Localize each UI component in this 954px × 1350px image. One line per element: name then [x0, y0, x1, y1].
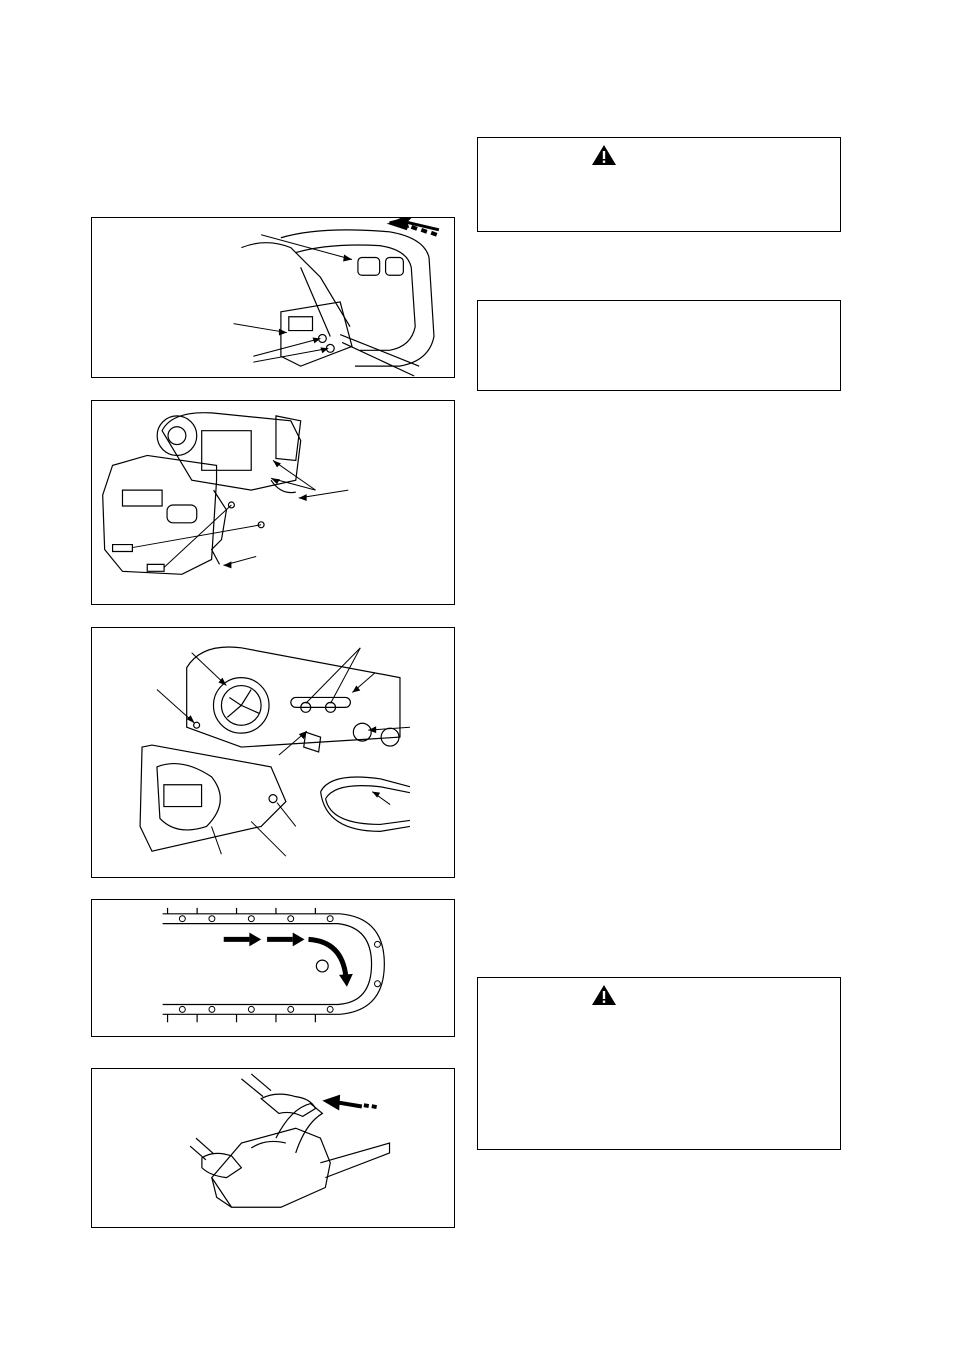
figure-sprocket-bar-chain: [91, 627, 455, 878]
note-box: [477, 300, 841, 391]
warning-box-1: [477, 137, 841, 232]
chainsaw-front-illustration: [92, 218, 454, 377]
guard-exploded-illustration: [92, 401, 454, 604]
figure-chain-brake-guard: [91, 217, 455, 378]
figure-chain-brake-release: [91, 1068, 455, 1228]
warning-box-2: [477, 977, 841, 1150]
warning-triangle-icon: [591, 984, 617, 1006]
figure-sprocket-guard-removal: [91, 400, 455, 605]
figure-chain-direction: [91, 899, 455, 1037]
brake-release-illustration: [92, 1069, 454, 1227]
sprocket-bar-chain-illustration: [92, 628, 454, 877]
chain-direction-illustration: [92, 900, 454, 1036]
warning-triangle-icon: [591, 144, 617, 166]
